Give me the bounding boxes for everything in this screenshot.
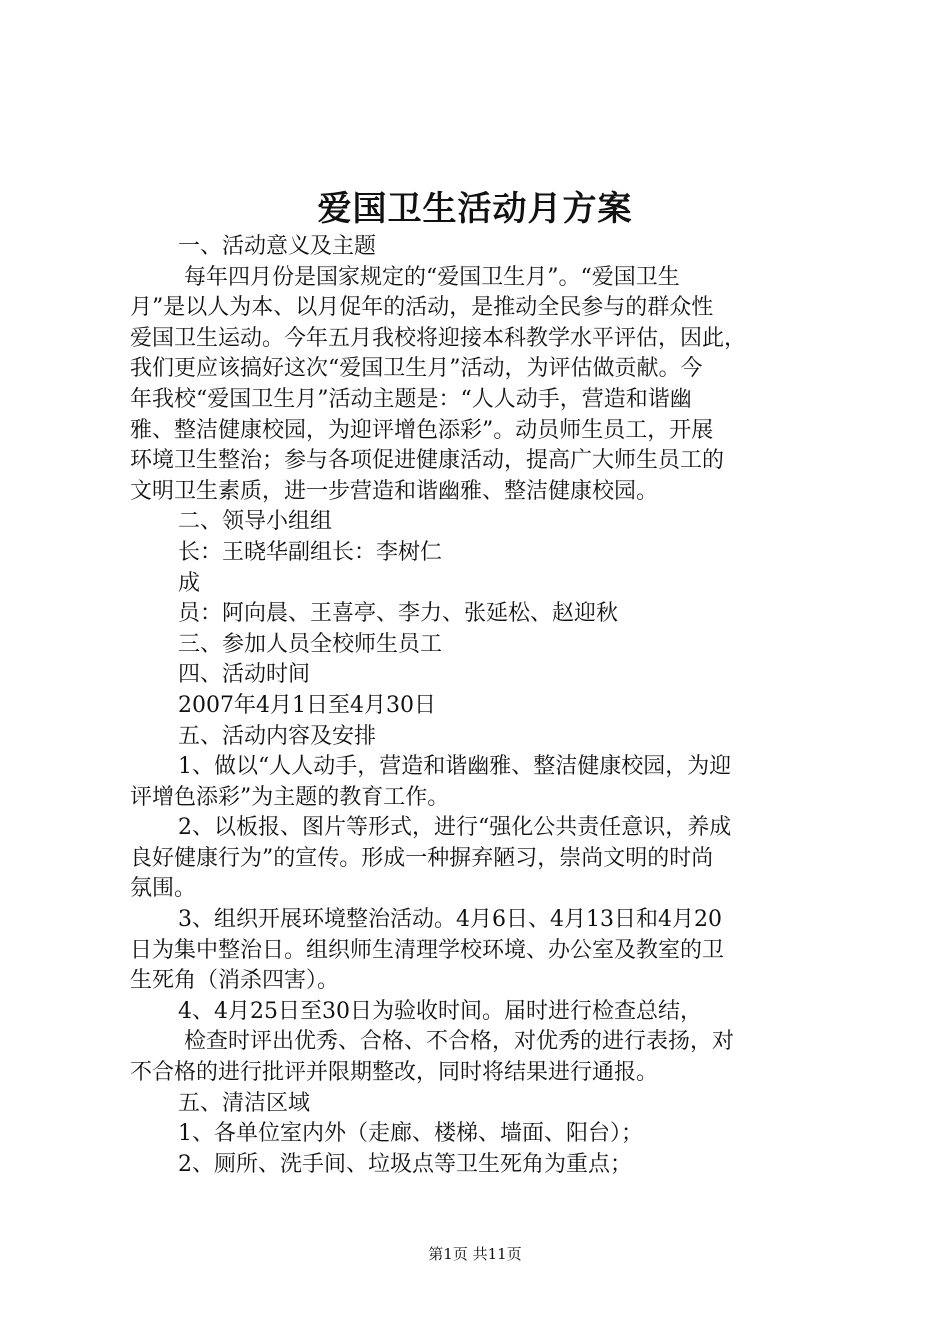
member-line: 员：阿向晨、王喜亭、李力、张延松、赵迎秋 [178, 601, 619, 627]
list-item-cont: 日为集中整治日。组织师生清理学校环境、办公室及教室的卫 [130, 937, 725, 963]
list-item: 2、厕所、洗手间、垃圾点等卫生死角为重点； [178, 1151, 632, 1177]
section-heading-1: 一、活动意义及主题 [178, 234, 377, 259]
section-heading-5: 五、活动内容及安排 [178, 723, 377, 749]
paragraph-line: 月”是以人为本、以月促年的活动，是推动全民参与的群众性 [130, 295, 714, 321]
list-item: 1、做以“人人动手，营造和谐幽雅、整洁健康校园，为迎 [178, 754, 732, 780]
paragraph-line: 雅、整洁健康校园，为迎评增色添彩”。动员师生员工，开展 [130, 417, 714, 443]
section-heading-2: 二、领导小组组 [178, 509, 333, 535]
paragraph-line: 我们更应该搞好这次“爱国卫生月”活动，为评估做贡献。今 [130, 356, 703, 382]
section-heading-3: 三、参加人员全校师生员工 [178, 631, 443, 657]
paragraph-line: 年我校“爱国卫生月”活动主题是：“人人动手，营造和谐幽 [130, 386, 692, 412]
section-heading-6: 五、清洁区域 [178, 1090, 311, 1116]
leader-line: 长：王晓华副组长：李树仁 [178, 539, 443, 565]
section-heading-4: 四、活动时间 [178, 662, 311, 688]
list-item-cont: 氛围。 [130, 876, 197, 902]
list-item-cont: 良好健康行为”的宣传。形成一种摒弃陋习，崇尚文明的时尚 [130, 845, 714, 871]
list-item: 2、以板报、图片等形式，进行“强化公共责任意识，养成 [178, 815, 732, 841]
paragraph-line: 环境卫生整治；参与各项促进健康活动，提高广大师生员工的 [130, 448, 725, 474]
member-label: 成 [178, 570, 201, 596]
list-item: 4、4月25日至30日为验收时间。届时进行检查总结， [178, 998, 702, 1024]
list-item-cont: 生死角（消杀四害）。 [130, 968, 340, 994]
list-item-cont: 检查时评出优秀、合格、不合格，对优秀的进行表扬，对 [184, 1029, 735, 1055]
activity-date: 2007年4月1日至4月30日 [178, 692, 436, 718]
paragraph-line: 文明卫生素质，进一步营造和谐幽雅、整洁健康校园。 [130, 478, 659, 504]
list-item: 3、组织开展环境整治活动。4月6日、4月13日和4月20 [178, 907, 722, 933]
document-body [130, 232, 830, 1180]
list-item-cont: 评增色添彩”为主题的教育工作。 [130, 784, 450, 810]
page-footer: 第1页 共11页 [428, 1245, 522, 1263]
list-item-cont: 不合格的进行批评并限期整改，同时将结果进行通报。 [130, 1060, 659, 1086]
paragraph-line: 每年四月份是国家规定的“爱国卫生月”。“爱国卫生 [184, 264, 680, 290]
paragraph-line: 爱国卫生运动。今年五月我校将迎接本科教学水平评估，因此， [130, 325, 747, 351]
list-item: 1、各单位室内外（走廊、楼梯、墙面、阳台）； [178, 1121, 643, 1147]
document-title: 爱国卫生活动月方案 [317, 189, 633, 229]
